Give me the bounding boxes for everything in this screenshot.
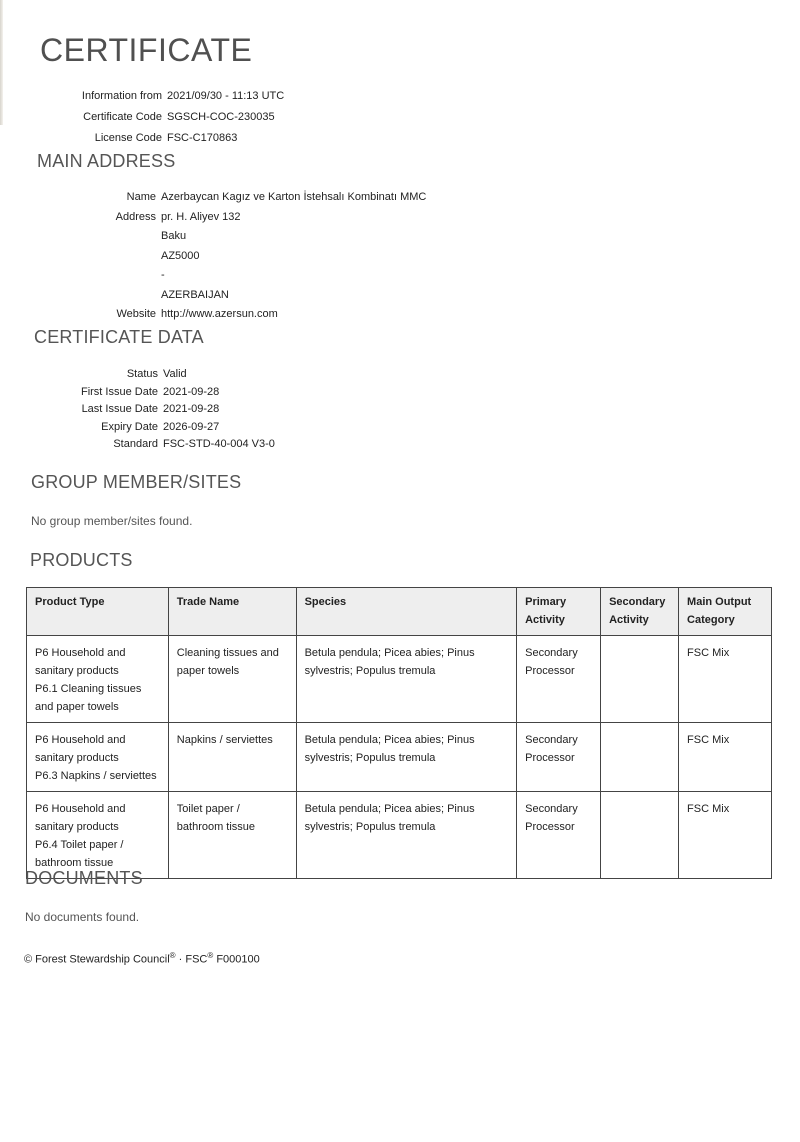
col-main-output-category: Main Output Category (679, 588, 772, 636)
address-row (40, 266, 426, 286)
table-row (27, 636, 772, 723)
info-value: 2021/09/30 - 11:13 UTC (167, 90, 285, 102)
certificate-data-heading: CERTIFICATE DATA (34, 327, 204, 347)
certificate-data (40, 366, 275, 454)
certificate-code: SGSCH-COC-230035 (167, 111, 275, 123)
info-row (40, 86, 284, 107)
scan-edge-shadow (0, 0, 3, 125)
address-row (40, 247, 426, 267)
info-label: License Code (94, 132, 162, 144)
license-code: FSC-C170863 (167, 132, 238, 144)
col-species: Species (296, 588, 517, 636)
cell-secondary-activity (601, 723, 679, 792)
col-trade-name: Trade Name (168, 588, 296, 636)
table-header-row (27, 588, 772, 636)
main-address-heading: MAIN ADDRESS (37, 151, 176, 171)
group-members-empty: No group member/sites found. (31, 514, 193, 528)
info-row (40, 128, 284, 149)
address-row (40, 286, 426, 306)
cell-trade-name: Napkins / serviettes (168, 723, 296, 792)
cert-field-row (40, 384, 275, 402)
products-table (26, 587, 772, 879)
address-row (40, 208, 426, 228)
company-name: Azerbaycan Kagız ve Karton İstehsalı Kombinatı MMC (161, 191, 427, 203)
address-line: pr. H. Aliyev 132 (161, 210, 241, 223)
cell-species: Betula pendula; Picea abies; Pinus sylvestris; Populus tremula (296, 636, 517, 723)
last-issue-value: 2021-09-28 (163, 403, 220, 415)
website-link[interactable]: http://www.azersun.com (161, 308, 278, 320)
table-row (27, 792, 772, 879)
info-label: Certificate Code (83, 111, 162, 123)
registered-mark: ® (207, 951, 214, 960)
first-issue-value: 2021-09-28 (163, 385, 220, 398)
standard-value: FSC-STD-40-004 V3-0 (163, 438, 275, 450)
cell-main-output-category: FSC Mix (679, 792, 772, 879)
cell-primary-activity: Secondary Processor (517, 723, 601, 792)
cell-secondary-activity (601, 792, 679, 879)
status-label: Status (126, 368, 158, 380)
table-row (27, 723, 772, 792)
address-name-row (40, 188, 426, 208)
website-row (40, 305, 426, 325)
address-label: Address (115, 210, 156, 223)
cell-secondary-activity (601, 636, 679, 723)
address-line: AZERBAIJAN (161, 288, 229, 301)
col-product-type: Product Type (27, 588, 169, 636)
cell-trade-name: Cleaning tissues and paper towels (168, 636, 296, 723)
page-title: CERTIFICATE (40, 32, 253, 68)
cell-product-type: P6 Household and sanitary products P6.4 Toilet paper / bathroom tissue (27, 792, 169, 879)
cell-main-output-category: FSC Mix (679, 723, 772, 792)
info-label: Information from (81, 90, 162, 102)
cell-product-type: P6 Household and sanitary products P6.3 Napkins / serviettes (27, 723, 169, 792)
address-line: AZ5000 (161, 249, 200, 262)
col-secondary-activity: Secondary Activity (601, 588, 679, 636)
cell-product-type: P6 Household and sanitary products P6.1 Cleaning tissues and paper towels (27, 636, 169, 723)
cell-trade-name: Toilet paper / bathroom tissue (168, 792, 296, 879)
main-address (40, 188, 426, 325)
registered-mark: ® (169, 951, 176, 960)
products-heading: PRODUCTS (30, 550, 133, 570)
cert-field-row (40, 366, 275, 384)
cell-species: Betula pendula; Picea abies; Pinus sylvestris; Populus tremula (296, 723, 517, 792)
status-value: Valid (163, 368, 187, 380)
cell-primary-activity: Secondary Processor (517, 792, 601, 879)
documents-empty: No documents found. (25, 910, 140, 924)
documents-heading: DOCUMENTS (25, 868, 143, 888)
col-primary-activity: Primary Activity (517, 588, 601, 636)
cell-primary-activity: Secondary Processor (517, 636, 601, 723)
first-issue-label: First Issue Date (80, 385, 158, 398)
header-info (40, 86, 284, 149)
address-row (40, 227, 426, 247)
cell-main-output-category: FSC Mix (679, 636, 772, 723)
group-members-heading: GROUP MEMBER/SITES (31, 472, 242, 492)
address-line: - (161, 269, 165, 281)
cert-field-row (40, 436, 275, 454)
copyright-footer: © Forest Stewardship Council® · FSC® F000100 (24, 951, 260, 966)
last-issue-label: Last Issue Date (81, 403, 158, 415)
expiry-label: Expiry Date (101, 420, 158, 433)
standard-label: Standard (113, 438, 158, 450)
expiry-value: 2026-09-27 (163, 420, 220, 433)
website-label: Website (116, 308, 156, 320)
info-row (40, 107, 284, 128)
cell-species: Betula pendula; Picea abies; Pinus sylvestris; Populus tremula (296, 792, 517, 879)
address-line: Baku (161, 230, 187, 242)
name-label: Name (126, 191, 156, 203)
cert-field-row (40, 401, 275, 419)
cert-field-row (40, 419, 275, 437)
